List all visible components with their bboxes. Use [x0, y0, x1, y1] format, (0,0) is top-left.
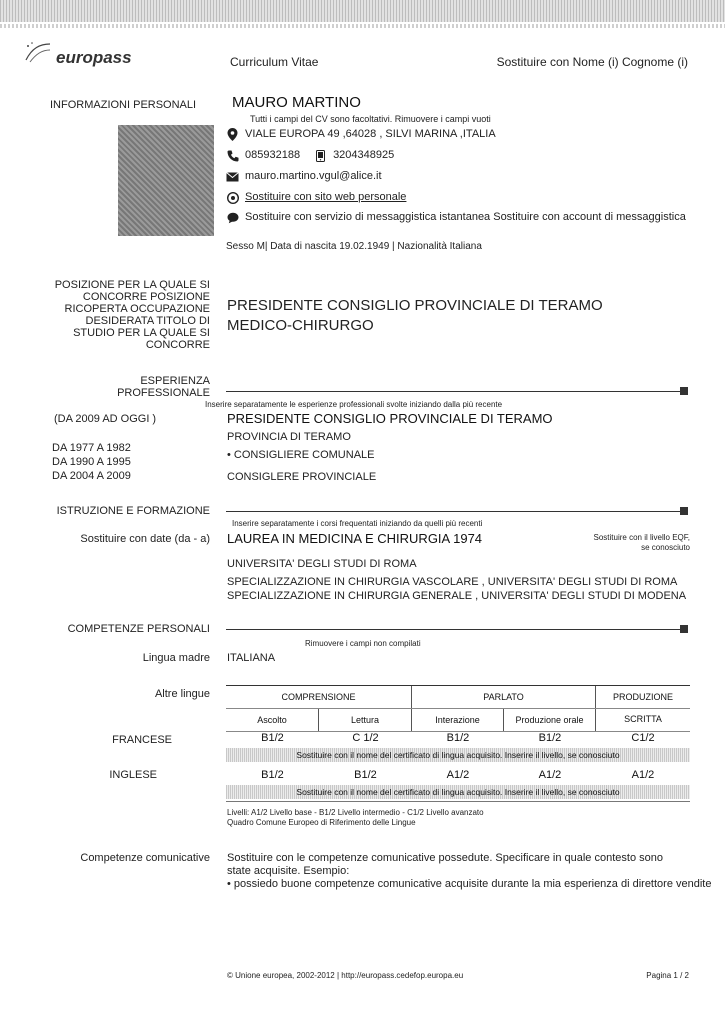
skills-divider [226, 629, 680, 630]
footer-copyright: © Unione europea, 2002-2012 | http://europass.cedefop.europa.eu [227, 971, 464, 980]
doc-title: Curriculum Vitae [230, 55, 319, 69]
mother-tongue-label: Lingua madre [142, 652, 210, 664]
experience-divider [226, 391, 680, 392]
mobile-number: 3204348925 [333, 149, 395, 161]
header-comprensione: COMPRENSIONE [226, 686, 412, 708]
experience-date-1: DA 1977 A 1982 [52, 442, 131, 454]
personal-note: Tutti i campi del CV sono facoltativi. Rimuovere i campi vuoti [250, 114, 491, 124]
experience-label: ESPERIENZA PROFESSIONALE [117, 375, 210, 399]
email-row [226, 170, 382, 183]
experience-date-main: (DA 2009 AD OGGI ) [54, 413, 157, 425]
skills-label: COMPETENZE PERSONALI [67, 623, 210, 635]
experience-divider-marker [680, 387, 688, 395]
address-row [226, 128, 496, 141]
level-lettura: C 1/2 [352, 732, 379, 744]
cert-bar-inglese [226, 785, 690, 799]
website-icon [226, 191, 239, 204]
email-address[interactable]: mauro.martino.vgul@alice.it [245, 170, 382, 182]
header-lettura: Lettura [319, 709, 412, 731]
experience-role-1: • CONSIGLIERE COMUNALE [227, 449, 375, 461]
website-link[interactable]: Sostituire con sito web personale [245, 191, 407, 203]
section-label-personal: INFORMAZIONI PERSONALI [50, 99, 197, 111]
person-name: MAURO MARTINO [232, 94, 361, 111]
profile-photo [118, 125, 214, 236]
level-ascolto: B1/2 [261, 769, 284, 781]
education-divider [226, 511, 680, 512]
language-name-francese: FRANCESE [112, 734, 172, 746]
scan-top-bar [0, 0, 725, 22]
education-divider-marker [680, 507, 688, 515]
header-produzione-orale: Produzione orale [504, 709, 596, 731]
other-languages-label: Altre lingue [154, 688, 210, 700]
mobile-icon [314, 149, 327, 162]
education-spec-2: SPECIALIZZAZIONE IN CHIRURGIA GENERALE , UNIVERSITA' DEGLI STUDI DI MODENA [227, 590, 687, 602]
position-subtitle: MEDICO-CHIRURGO [227, 317, 374, 334]
language-name-inglese: INGLESE [109, 769, 157, 781]
address: VIALE EUROPA 49 ,64028 , SILVI MARINA ,ITALIA [245, 128, 496, 140]
cert-bar-francese [226, 748, 690, 762]
experience-date-2: DA 1990 A 1995 [52, 456, 131, 468]
experience-employer: PROVINCIA DI TERAMO [227, 431, 351, 443]
language-table-bottom-rule [226, 801, 690, 802]
education-note: Inserire separatamente i corsi frequentati iniziando da quelli più recenti [232, 519, 483, 528]
experience-title: PRESIDENTE CONSIGLIO PROVINCIALE DI TERAMO [227, 411, 553, 426]
education-label: ISTRUZIONE E FORMAZIONE [56, 505, 210, 517]
level-produzione-orale: B1/2 [538, 732, 562, 744]
experience-date-3: DA 2004 A 2009 [52, 470, 131, 482]
phone-number: 085932188 [245, 149, 301, 161]
education-degree: LAUREA IN MEDICINA E CHIRURGIA 1974 [227, 531, 483, 546]
position-title: PRESIDENTE CONSIGLIO PROVINCIALE DI TERAMO [227, 297, 603, 314]
footer-page-number: Pagina 1 / 2 [646, 971, 689, 980]
position-label: POSIZIONE PER LA QUALE SI CONCORRE POSIZIONE RICOPERTA OCCUPAZIONE DESIDERATA TITOLO DI STUDIO PER LA QUALE SI CONCORRE [54, 279, 210, 351]
education-date-label: Sostituire con date (da - a) [80, 533, 210, 545]
experience-note: Inserire separatamente le esperienze professionali svolte iniziando dalla più recente [205, 400, 503, 409]
level-interazione: A1/2 [446, 769, 470, 781]
phone-row [226, 149, 394, 162]
language-row-francese [226, 732, 690, 744]
name-placeholder: Sostituire con Nome (i) Cognome (i) [496, 55, 688, 69]
header-scritta: PRODUZIONE SCRITTA [612, 692, 673, 724]
messaging-text: Sostituire con servizio di messaggistica istantanea Sostituire con account di messaggistica [245, 211, 686, 223]
website-row [226, 191, 406, 204]
cert-note-inglese: Sostituire con il nome del certificato di lingua acquisito. Inserire il livello, se conosciuto [296, 787, 620, 797]
location-icon [226, 128, 239, 141]
language-table [226, 685, 690, 732]
messaging-row [226, 211, 686, 224]
header-interazione: Interazione [412, 709, 504, 731]
header-parlato: PARLATO [412, 686, 596, 708]
education-eqf: Sostituire con il livello EQF, se conosciuto [593, 533, 690, 552]
skills-divider-marker [680, 625, 688, 633]
phone-icon [226, 149, 239, 162]
level-ascolto: B1/2 [261, 732, 284, 744]
skills-note: Rimuovere i campi non compilati [305, 639, 421, 648]
level-interazione: B1/2 [446, 732, 470, 744]
mother-tongue-value: ITALIANA [227, 652, 276, 664]
level-scritta: A1/2 [631, 769, 655, 781]
levels-note: Livelli: A1/2 Livello base - B1/2 Livello intermedio - C1/2 Livello avanzato [227, 808, 484, 817]
education-university: UNIVERSITA' DEGLI STUDI DI ROMA [227, 558, 417, 570]
europass-logo-icon [22, 38, 52, 68]
language-row-inglese [226, 769, 690, 781]
level-lettura: B1/2 [354, 769, 377, 781]
level-scritta: C1/2 [631, 732, 655, 744]
email-icon [226, 170, 239, 183]
comm-skills-example: • possiedo buone competenze comunicative acquisite durante la mia esperienza di direttore vendite [227, 878, 712, 890]
experience-role-2: CONSIGLERE PROVINCIALE [227, 471, 377, 483]
europass-logo: europass [56, 48, 132, 67]
scan-top-bar-2 [0, 24, 725, 28]
education-spec-1: SPECIALIZZAZIONE IN CHIRURGIA VASCOLARE , UNIVERSITA' DEGLI STUDI DI ROMA [227, 576, 678, 588]
comm-skills-text: Sostituire con le competenze comunicative possedute. Specificare in quale contesto sono state acquisite. Esempio: [227, 852, 663, 877]
framework-note: Quadro Comune Europeo di Riferimento delle Lingue [227, 818, 416, 827]
header-ascolto: Ascolto [226, 709, 319, 731]
level-produzione-orale: A1/2 [538, 769, 562, 781]
language-table-header-2 [226, 709, 690, 731]
messaging-icon [226, 211, 239, 224]
cert-note-francese: Sostituire con il nome del certificato di lingua acquisito. Inserire il livello, se conosciuto [296, 750, 620, 760]
comm-skills-label: Competenze comunicative [80, 852, 210, 864]
personal-details: Sesso M| Data di nascita 19.02.1949 | Nazionalità Italiana [226, 241, 482, 252]
